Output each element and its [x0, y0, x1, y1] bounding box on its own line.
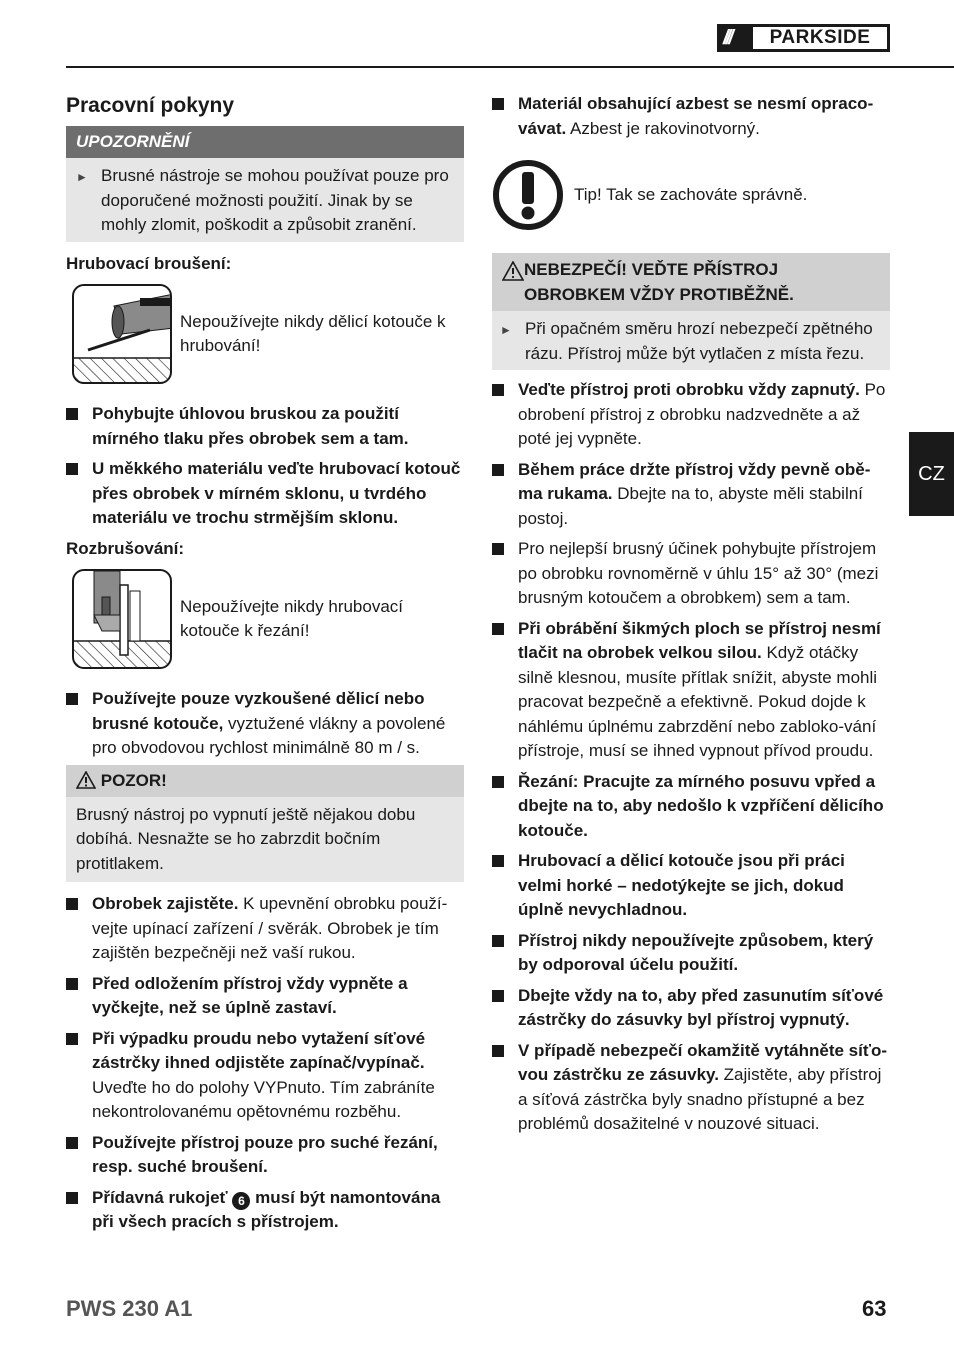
figure-roughing-row: [66, 284, 464, 384]
bullet-square: [492, 543, 504, 555]
list-item: Dbejte vždy na to, aby před zasunutím síťové zástrčky do zásuvky byl přístroj vypnutý.: [492, 984, 890, 1033]
list-item: Přístroj nikdy nepoužívejte způsobem, který by odporoval účelu použití.: [492, 929, 890, 978]
bullet-square: [492, 384, 504, 396]
list-item: Při výpadku proudu nebo vytažení síťové zástrčky ihned odjistěte zapínač/vypínač. Uveďte ho do polohy VYPnuto. Tím zabráníte nekontrolovanému opětovnému rozběhu.: [66, 1027, 464, 1125]
subheading-roughing: Hrubovací broušení:: [66, 253, 232, 273]
list-item: Obrobek zajistěte. K upevnění obrobku použí-vejte upínací zařízení / svěrák. Obrobek je tím zajištěn bezpečněji než vaší rukou.: [66, 892, 464, 966]
caution-box: [66, 765, 464, 883]
list-item: Používejte pouze vyzkoušené dělicí nebo brusné kotouče, vyztužené vlákny a povolené pro obvodovou rychlost minimálně 80 m / s.: [66, 687, 464, 761]
bullet-square: [492, 623, 504, 635]
list-item: Přídavná rukojeť 6 musí být namontována při všech pracích s přístrojem.: [66, 1186, 464, 1235]
danger-text: Při opačném směru hrozí nebezpečí zpětného rázu. Přístroj může být vytlačen z místa řezu.: [525, 319, 873, 363]
list-item: Pro nejlepší brusný účinek pohybujte přístrojem po obrobku rovnoměrně v úhlu 15° až 30° (mezi brusným kotoučem a obrobkem) sem a tam.: [492, 537, 890, 611]
warning-triangle-icon: [76, 771, 96, 789]
bullet-square: [492, 464, 504, 476]
left-column: [66, 92, 464, 1241]
list-item: Veďte přístroj proti obrobku vždy zapnutý. Po obrobení přístroj z obrobku nadzvedněte a až poté jej vypněte.: [492, 378, 890, 452]
exclamation-tip-icon: [492, 159, 564, 231]
cutting-illustration-icon: [72, 569, 172, 669]
bullet-square: [66, 978, 78, 990]
caution-text: Brusný nástroj po vypnutí ještě nějakou dobu dobíhá. Nesnažte se ho zabrzdit bočním protitlakem.: [76, 804, 416, 873]
language-tab: CZ: [909, 432, 954, 516]
parkside-logo: [717, 24, 890, 52]
bullet-square: [492, 1045, 504, 1057]
list-item: Řezání: Pracujte za mírného posuvu vpřed a dbejte na to, aby nedošlo k vzpříčení dělicího kotouče.: [492, 770, 890, 844]
bullet-square: [492, 935, 504, 947]
tip-text: Tip! Tak se zachováte správně.: [574, 184, 808, 204]
list-item: V případě nebezpečí okamžitě vytáhněte síťo-vou zástrčku ze zásuvky. Zajistěte, aby přístroj a síťová zástrčka byly snadno přístupné a bez problémů dosažitelné v nouzové situaci.: [492, 1039, 890, 1137]
danger-heading: NEBEZPEČÍ! VEĎTE PŘÍSTROJ OBROBKEM VŽDY PROTIBĚŽNĚ.: [492, 253, 890, 311]
list-item: Pohybujte úhlovou bruskou za použití mírného tlaku přes obrobek sem a tam.: [66, 402, 464, 451]
warning-box: [66, 126, 464, 242]
logo-brand: PARKSIDE: [753, 27, 887, 49]
list-item: Materiál obsahující azbest se nesmí opraco-vávat. Azbest je rakovinotvorný.: [492, 92, 890, 141]
bullet-square: [66, 408, 78, 420]
bullet-square: [66, 693, 78, 705]
bullet-square: [66, 463, 78, 475]
list-item: Před odložením přístroj vždy vypněte a vyčkejte, než se úplně zastaví.: [66, 972, 464, 1021]
bullet-square: [492, 98, 504, 110]
part-number-badge: 6: [232, 1192, 250, 1210]
warning-text: Brusné nástroje se mohou používat pouze pro doporučené možnosti použití. Jinak by se mohly zlomit, poškodit a způsobit zranění.: [101, 166, 449, 234]
bullet-square: [492, 855, 504, 867]
warning-item: [76, 164, 454, 238]
bullet-square: [492, 776, 504, 788]
list-item: Během práce držte přístroj vždy pevně obě-ma rukama. Dbejte na to, abyste měli stabilní postoj.: [492, 458, 890, 532]
danger-item: [500, 317, 880, 366]
figure-cutting-row: [66, 569, 464, 669]
warning-heading: UPOZORNĚNÍ: [66, 126, 464, 158]
list-item: U měkkého materiálu veďte hrubovací kotouč přes obrobek v mírném sklonu, u tvrdého materiálu ve trochu strmějším sklonu.: [66, 457, 464, 531]
right-column: [492, 92, 890, 1143]
subheading-cutting: Rozbrušování:: [66, 538, 185, 558]
bullet-square: [66, 1137, 78, 1149]
bullet-square: [492, 990, 504, 1002]
warning-triangle-icon: [502, 261, 524, 281]
footer-model: PWS 230 A1: [66, 1296, 193, 1321]
list-item: Při obrábění šikmých ploch se přístroj nesmí tlačit na obrobek velkou silou. Když otáčky silně klesnou, musíte přítlak snížit, abyste mohli pracovat bezpečně a efektivně. Pokud dojde k náhlému úplnému zabrzdění nebo zabloko-vání přístroje, musí se ihned vypnout přívod proudu.: [492, 617, 890, 764]
figure-roughing-text: Nepoužívejte nikdy dělicí kotouče k hrubování!: [180, 311, 446, 355]
header-rule: [66, 66, 954, 68]
logo-slashes: ///: [723, 26, 731, 49]
caution-heading: POZOR!: [66, 765, 464, 797]
list-item: Používejte přístroj pouze pro suché řezání, resp. suché broušení.: [66, 1131, 464, 1180]
tip-row: [492, 159, 890, 231]
danger-box: [492, 253, 890, 370]
list-item: Hrubovací a dělicí kotouče jsou při práci velmi horké – nedotýkejte se jich, dokud úplně nevychladnou.: [492, 849, 890, 923]
bullet-square: [66, 898, 78, 910]
section-title: Pracovní pokyny: [66, 94, 235, 117]
bullet-square: [66, 1033, 78, 1045]
arrow-icon: ►: [500, 323, 512, 337]
roughing-illustration-icon: [72, 284, 172, 384]
arrow-icon: ►: [76, 170, 88, 184]
figure-cutting-text: Nepoužívejte nikdy hrubovací kotouče k řezání!: [180, 596, 404, 640]
bullet-square: [66, 1192, 78, 1204]
page-number: 63: [862, 1296, 887, 1321]
